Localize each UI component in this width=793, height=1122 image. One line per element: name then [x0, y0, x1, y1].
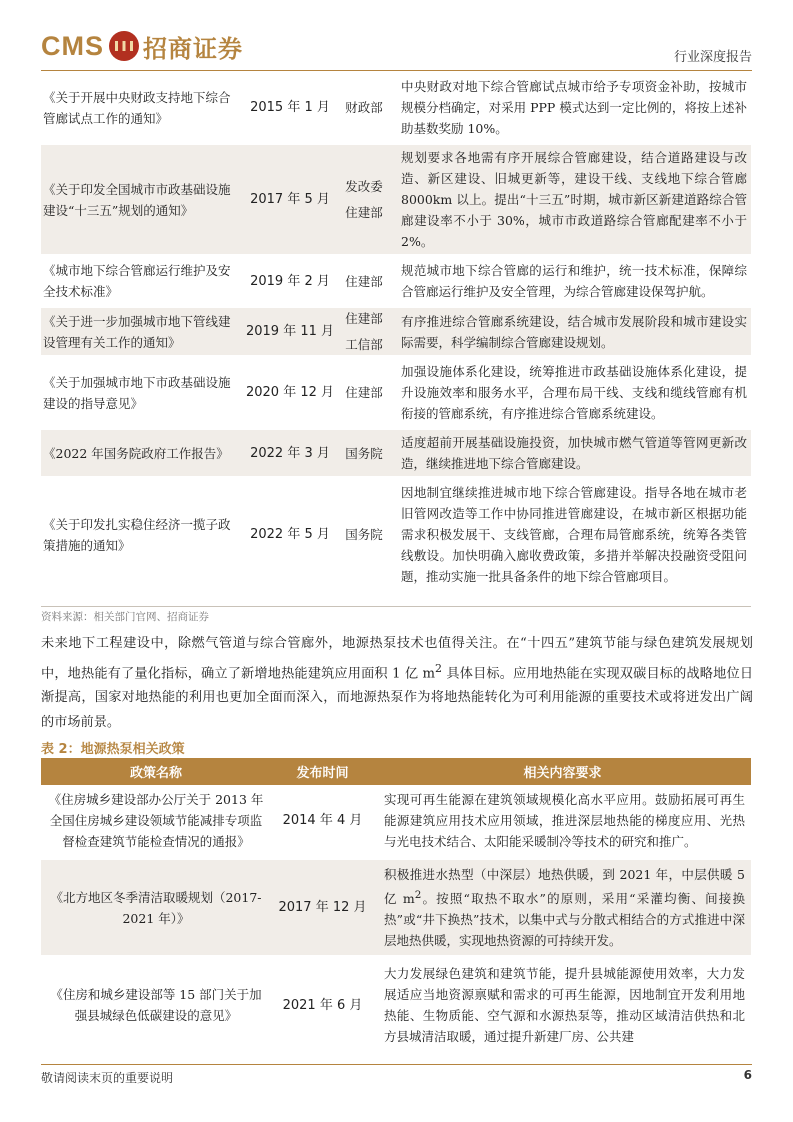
policy-name: 《2022 年国务院政府工作报告》	[41, 428, 241, 478]
policy-requirement: 规范城市地下综合管廊的运行和维护，统一技术标准，保障综合管廊运行维护及安全管理，为综合管廊建设保驾护航。	[389, 256, 751, 306]
paragraph-superscript: 2	[435, 661, 443, 675]
policy-requirement: 加强设施体系化建设，统筹推进市政基础设施体系化建设，提升设施效率和服务水平，合理布局干线、支线和缆线管廊有机衔接的管廊系统，有序推进综合管廊系统建设。	[389, 357, 751, 428]
logo-emblem-icon	[113, 39, 135, 53]
header-policy-name: 政策名称	[41, 758, 271, 785]
policy-name: 《住房城乡建设部办公厅关于 2013 年全国住房城乡建设领域节能减排专项监督检查建筑节能检查情况的通报》	[41, 785, 271, 858]
policy-requirement: 适度超前开展基础设施投资，加快城市燃气管道等管网更新改造，继续推进地下综合管廊建设。	[389, 428, 751, 478]
department-name: 国务院	[345, 445, 383, 461]
policy-requirement: 规划要求各地需有序开展综合管廊建设，结合道路建设与改造、新区建设、旧城更新等，建设干线、支线地下综合管廊 8000km 以上。提出“十三五”时期，城市新区新建道路综合管廊建设率不小于 30%，城市市政道路综合管廊配建率不小于 2%。	[389, 143, 751, 256]
policy-date: 2017 年 12 月	[271, 858, 374, 957]
logo-cn-text: 招商证券	[143, 34, 243, 63]
table-header-row	[41, 758, 751, 785]
policy-date: 2020 年 12 月	[241, 357, 339, 428]
policy-date: 2014 年 4 月	[271, 785, 374, 858]
policy-department	[339, 428, 389, 478]
policy-requirement: 有序推进综合管廊系统建设，结合城市发展阶段和城市建设实际需要，科学编制综合管廊建设规划。	[389, 306, 751, 357]
policy-name: 《关于印发扎实稳住经济一揽子政策措施的通知》	[41, 478, 241, 591]
policy-department	[339, 256, 389, 306]
policy-date: 2021 年 6 月	[271, 957, 374, 1053]
header-requirements: 相关内容要求	[374, 758, 751, 785]
policy-table-1	[41, 74, 751, 593]
logo-cms-text: CMS	[41, 30, 104, 61]
policy-requirement: 大力发展绿色建筑和建筑节能，提升县城能源使用效率，大力发展适应当地资源禀赋和需求的可再生能源，因地制宜开发利用地热能、生物质能、空气源和水源热泵等，推动区域清洁供热和北方县城清洁取暖，通过提升新建厂房、公共建	[374, 957, 751, 1053]
policy-name: 《关于印发全国城市市政基础设施建设“十三五”规划的通知》	[41, 143, 241, 256]
paragraph-text-2: 具体目标。应用地热能在实现双碳目标的战略地位日渐提高，国家对地热能的利用也更加全面而深入，而地源热泵作为将地热能转化为可利用能源的重要技术或将迸发出广阔的市场前景。	[41, 665, 754, 730]
policy-table-2	[41, 758, 751, 1055]
table-row	[41, 357, 751, 428]
table-row	[41, 74, 751, 143]
table-row	[41, 256, 751, 306]
table-row	[41, 143, 751, 256]
paragraph-text-1: 未来地下工程建设中，除燃气管道与综合管廊外，地源热泵技术也值得关注。在“十四五”建筑节能与绿色建筑发展规划中，地热能有了量化指标，确立了新增地热能建筑应用面积 1 亿 m	[41, 636, 753, 681]
requirement-text-2: 。按照“取热不取水”的原则，采用“采灌均衡、间接换热”或“井下换热”技术，以集中式与分散式相结合的方式推进中深层地热供暖，实现地热资源的可持续开发。	[384, 891, 745, 949]
policy-requirement	[374, 858, 751, 957]
policy-department	[339, 143, 389, 256]
policy-department	[339, 74, 389, 143]
policy-date: 2017 年 5 月	[241, 143, 339, 256]
company-logo	[41, 26, 243, 66]
page-number: 6	[743, 1068, 752, 1082]
policy-department	[339, 357, 389, 428]
policy-requirement: 实现可再生能源在建筑领域规模化高水平应用。鼓励拓展可再生能源建筑应用技术应用领域，推进深层地热能的梯度应用、光热与光电技术结合、太阳能采暖制冷等技术的研究和推广。	[374, 785, 751, 858]
department-name: 住建部	[345, 311, 383, 326]
table-row	[41, 785, 751, 858]
header-date: 发布时间	[271, 758, 374, 785]
policy-name: 《关于开展中央财政支持地下综合管廊试点工作的通知》	[41, 74, 241, 143]
policy-name: 《关于进一步加强城市地下管线建设管理有关工作的通知》	[41, 306, 241, 357]
department-name: 住建部	[345, 273, 383, 289]
policy-department	[339, 306, 389, 357]
table-row	[41, 858, 751, 957]
report-type: 行业深度报告	[673, 50, 752, 65]
department-name: 国务院	[345, 527, 383, 542]
footer-note: 敬请阅读末页的重要说明	[41, 1071, 174, 1085]
policy-date: 2019 年 2 月	[241, 256, 339, 306]
table-row	[41, 428, 751, 478]
policy-name: 《北方地区冬季清洁取暖规划（2017-2021 年）》	[41, 858, 271, 957]
policy-requirement: 中央财政对地下综合管廊试点城市给予专项资金补助，按城市规模分档确定，对采用 PPP 模式达到一定比例的，将按上述补助基数奖励 10%。	[389, 74, 751, 143]
body-paragraph	[41, 632, 753, 735]
policy-requirement: 因地制宜继续推进城市地下综合管廊建设。指导各地在城市老旧管网改造等工作中协同推进管廊建设，在城市新区根据功能需求积极发展干、支线管廊，合理布局管廊系统，统筹各类管线敷设。加快明确入廊收费政策，多措并举解决投融资受阻问题，推动实施一批具备条件的地下综合管廊项目。	[389, 478, 751, 591]
department-name: 发改委	[345, 179, 383, 194]
policy-name: 《关于加强城市地下市政基础设施建设的指导意见》	[41, 357, 241, 428]
policy-date: 2015 年 1 月	[241, 74, 339, 143]
department-name: 住建部	[345, 205, 383, 220]
policy-name: 《城市地下综合管廊运行维护及安全技术标准》	[41, 256, 241, 306]
policy-department	[339, 478, 389, 591]
requirement-superscript: 2	[414, 889, 422, 901]
policy-name: 《住房和城乡建设部等 15 部门关于加强县城绿色低碳建设的意见》	[41, 957, 271, 1053]
policy-date: 2019 年 11 月	[241, 306, 339, 357]
header-divider	[41, 70, 752, 71]
table-row	[41, 957, 751, 1053]
logo-mark-icon	[109, 31, 139, 61]
policy-date: 2022 年 5 月	[241, 478, 339, 591]
requirement-text-1: 积极推进水热型（中深层）地热供暖，到 2021 年，中层供暖 5 亿 m	[384, 867, 745, 907]
table-row	[41, 478, 751, 591]
policy-date: 2022 年 3 月	[241, 428, 339, 478]
footer-divider	[41, 1064, 752, 1065]
department-name: 财政部	[345, 100, 383, 115]
department-name: 住建部	[345, 385, 383, 400]
table-row	[41, 306, 751, 357]
table-2-title: 表 2：地源热泵相关政策	[41, 742, 185, 757]
department-name: 工信部	[345, 337, 383, 352]
table-source: 资料来源：相关部门官网、招商证券	[41, 606, 751, 624]
page-header	[0, 0, 793, 72]
